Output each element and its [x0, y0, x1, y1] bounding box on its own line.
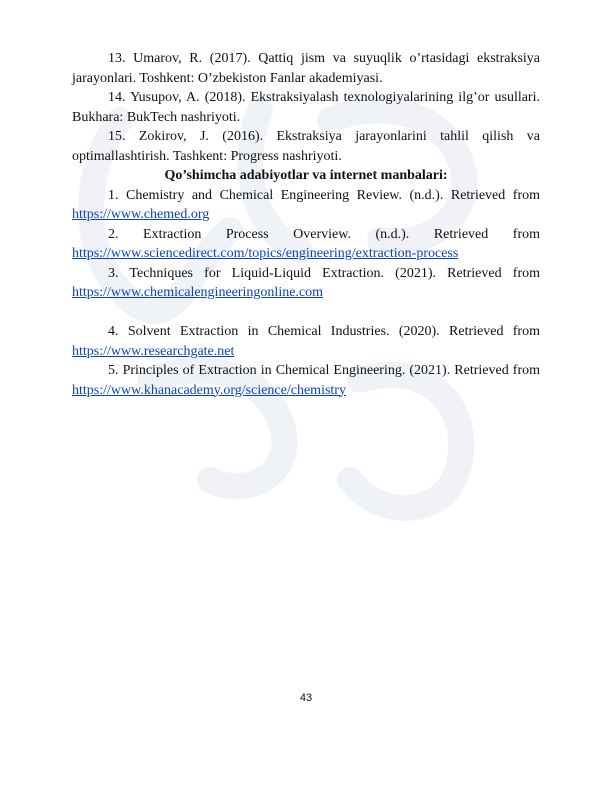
blank-line	[72, 303, 540, 323]
internet-source-3	[72, 264, 540, 303]
internet-source-4-title: 4. Solvent Extraction in Chemical Industries. (2020). Retrieved from	[108, 324, 540, 339]
reference-14-line-1: 14. Yusupov, A. (2018). Ekstraksiyalash texnologiyalarining ilg’or usullari.	[108, 90, 540, 105]
section-heading: Qo’shimcha adabiyotlar va internet manbalari:	[164, 168, 448, 183]
internet-source-1	[72, 186, 540, 225]
internet-source-5-link[interactable]: https://www.khanacademy.org/science/chemistry	[72, 382, 346, 398]
internet-source-2-link[interactable]: https://www.sciencedirect.com/topics/engineering/extraction-process	[72, 246, 459, 261]
internet-source-4	[72, 322, 540, 361]
reference-13-line-1: 13. Umarov, R. (2017). Qattiq jism va suyuqlik o’rtasidagi ekstraksiya	[108, 51, 540, 66]
internet-source-1-title: 1. Chemistry and Chemical Engineering Review. (n.d.). Retrieved from	[108, 187, 540, 203]
internet-source-4-link[interactable]: https://www.researchgate.net	[72, 343, 235, 359]
internet-source-5-title: 5. Principles of Extraction in Chemical Engineering. (2021). Retrieved from	[108, 363, 540, 378]
page-content	[72, 49, 540, 400]
internet-source-3-link[interactable]: https://www.chemicalengineeringonline.com	[72, 285, 324, 300]
internet-source-2-title: 2. Extraction Process Overview. (n.d.). Retrieved from	[108, 226, 540, 242]
internet-source-5	[72, 361, 540, 400]
reference-15-line-2: optimallashtirish. Tashkent: Progress nashriyoti.	[72, 148, 342, 164]
reference-13	[72, 49, 540, 88]
reference-14	[72, 88, 540, 127]
reference-14-line-2: Bukhara: BukTech nashriyoti.	[72, 109, 241, 125]
internet-source-2	[72, 225, 540, 264]
reference-15	[72, 127, 540, 166]
internet-source-1-link[interactable]: https://www.chemed.org	[72, 207, 210, 222]
reference-13-line-2: jarayonlari. Toshkent: O’zbekiston Fanlar akademiyasi.	[72, 70, 383, 86]
internet-source-3-title: 3. Techniques for Liquid-Liquid Extraction. (2021). Retrieved from	[108, 265, 540, 281]
reference-15-line-1: 15. Zokirov, J. (2016). Ekstraksiya jarayonlarini tahlil qilish va	[108, 129, 540, 144]
page-number: 43	[299, 692, 313, 704]
